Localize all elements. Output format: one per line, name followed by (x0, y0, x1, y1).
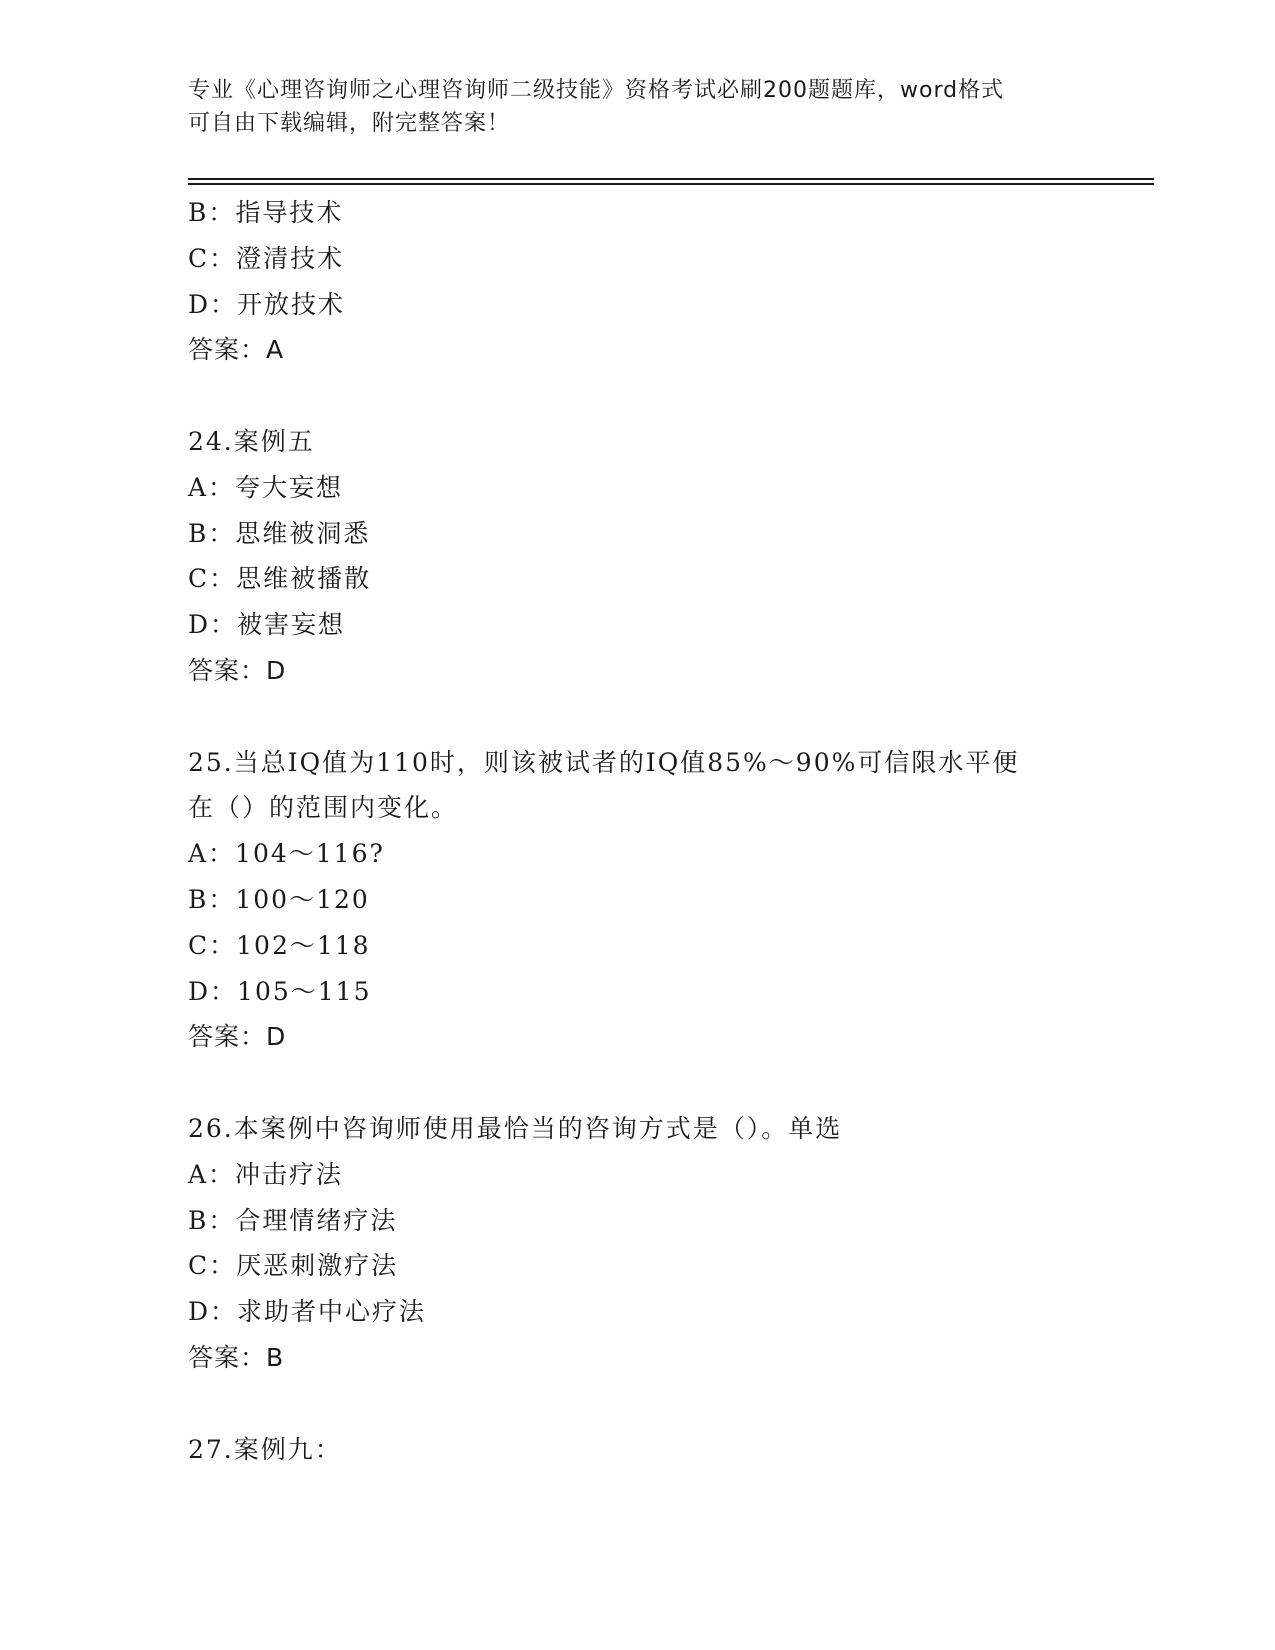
question-23-continued (188, 190, 1088, 373)
option-d: D：被害妄想 (188, 610, 346, 640)
question-stem-line-2: 在（）的范围内变化。 (188, 793, 459, 823)
option-d: D：开放技术 (188, 289, 346, 319)
question-27 (188, 1427, 1088, 1473)
option-c: C：厌恶刺激疗法 (188, 1251, 399, 1281)
option-a: A：冲击疗法 (188, 1159, 344, 1189)
question-24 (188, 419, 1088, 694)
option-d: D：求助者中心疗法 (188, 1297, 427, 1327)
question-list (188, 190, 1088, 1472)
header-divider-top (188, 178, 1154, 180)
spacer (188, 1060, 1088, 1106)
question-26 (188, 1106, 1088, 1381)
header-title-line-1: 专业《心理咨询师之心理咨询师二级技能》资格考试必刷200题题库，word格式 (188, 78, 1005, 103)
question-stem: 24.案例五 (188, 426, 315, 456)
option-a: A：夸大妄想 (188, 472, 344, 502)
question-25 (188, 740, 1088, 1061)
option-b: B：合理情绪疗法 (188, 1205, 398, 1235)
option-b: B：思维被洞悉 (188, 518, 371, 548)
option-d: D：105～115 (188, 976, 372, 1006)
spacer (188, 373, 1088, 419)
answer-line: 答案：A (188, 335, 285, 365)
spacer (188, 694, 1088, 740)
answer-line: 答案：B (188, 1342, 285, 1372)
question-stem: 26.本案例中咨询师使用最恰当的咨询方式是（）。单选 (188, 1113, 843, 1143)
answer-line: 答案：D (188, 655, 287, 685)
option-a: A：104～116? (188, 839, 385, 869)
question-stem: 27.案例九： (188, 1434, 342, 1464)
header-divider-bottom (188, 183, 1154, 185)
option-b: B：100～120 (188, 884, 370, 914)
option-c: C：澄清技术 (188, 243, 345, 273)
option-b: B：指导技术 (188, 198, 344, 227)
option-c: C：102～118 (188, 930, 371, 960)
document-header (188, 74, 1088, 140)
spacer (188, 1381, 1088, 1427)
option-c: C：思维被播散 (188, 564, 372, 594)
header-title-line-2: 可自由下载编辑，附完整答案！ (188, 111, 511, 136)
answer-line: 答案：D (188, 1022, 287, 1052)
question-stem-line-1: 25.当总IQ值为110时，则该被试者的IQ值85%～90%可信限水平便 (188, 747, 1020, 777)
